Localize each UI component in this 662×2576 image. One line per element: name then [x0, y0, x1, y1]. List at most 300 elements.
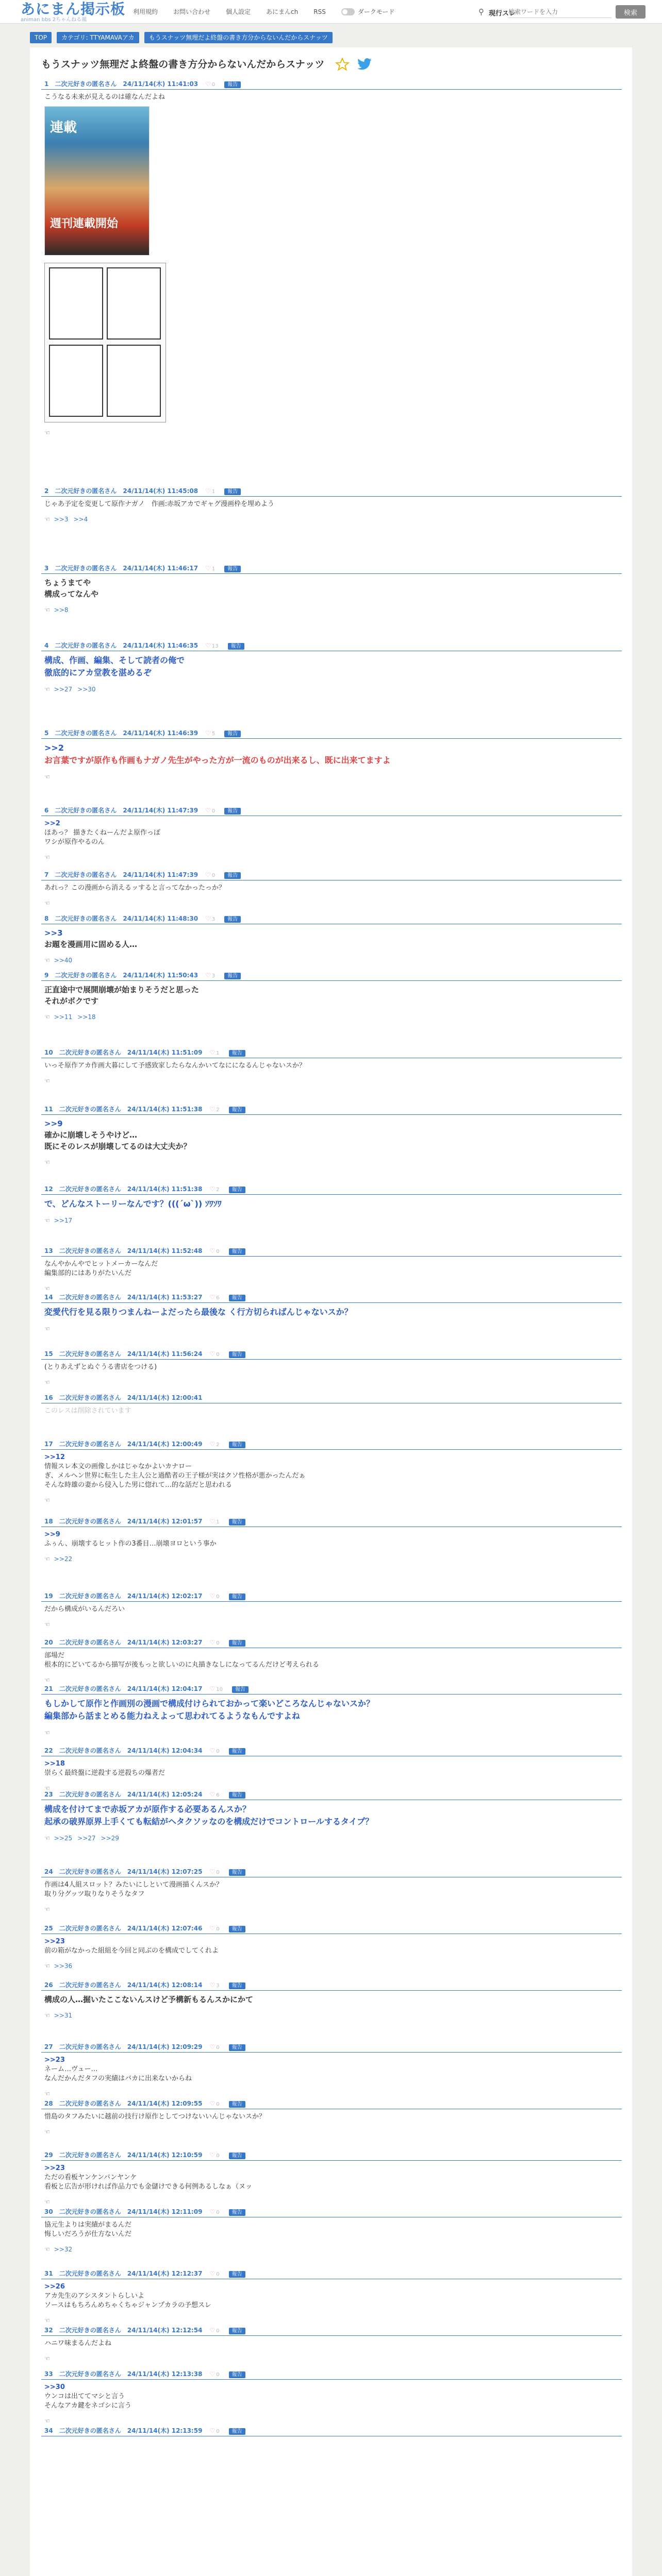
post-item: [41, 2368, 622, 2426]
reply-hand-icon[interactable]: ☜: [44, 2355, 50, 2362]
like-button[interactable]: ♡ 0: [209, 2100, 220, 2107]
post-number[interactable]: 21: [44, 1685, 53, 1692]
reply-hand-icon[interactable]: ☜: [44, 1497, 50, 1504]
search-scope-select[interactable]: 現行スレ: [489, 10, 516, 18]
like-button[interactable]: ♡ 3: [205, 972, 216, 979]
post-date: 24/11/14(木) 12:07:46: [127, 1925, 203, 1932]
post-header: [41, 1866, 622, 1877]
post-number[interactable]: 34: [44, 2427, 53, 2434]
like-button[interactable]: ♡ 10: [209, 1685, 223, 1692]
like-button[interactable]: ♡ 3: [205, 915, 216, 922]
post-number[interactable]: 5: [44, 730, 49, 737]
report-button[interactable]: 報告: [229, 1442, 245, 1448]
report-button[interactable]: 報告: [229, 2371, 245, 2378]
post-number[interactable]: 31: [44, 2270, 53, 2277]
post-body: [41, 1360, 622, 1372]
nav-rss[interactable]: RSS: [313, 8, 326, 15]
post-date: 24/11/14(木) 12:01:57: [127, 1518, 203, 1525]
reply-hand-icon[interactable]: ☜: [44, 2417, 50, 2425]
post-body: [41, 1303, 622, 1318]
breadcrumb: [30, 32, 338, 43]
post-item: [41, 2268, 622, 2326]
post-item: [41, 805, 622, 862]
post-text-line: 根本的にどいてるから描写が後もっと欲しいのに丸描きなしになってるんだけど考えられる: [44, 1661, 320, 1669]
like-button[interactable]: ♡ 0: [209, 1868, 220, 1875]
reply-hand-icon[interactable]: ☜: [44, 1729, 50, 1736]
like-count: 0: [216, 1594, 220, 1600]
like-button[interactable]: ♡ 3: [209, 1981, 220, 1989]
reply-reference[interactable]: >>31: [54, 2012, 73, 2019]
post-author: 二次元好きの匿名さん: [55, 915, 117, 922]
search-input[interactable]: [508, 6, 611, 18]
like-button[interactable]: ♡ 0: [209, 1639, 220, 1646]
breadcrumb-category[interactable]: カテゴリ: TTYAMAVAアカ: [57, 32, 139, 43]
breadcrumb-thread[interactable]: もうスナッツ無理だよ終盤の書き方分からないんだからスナッツ: [144, 32, 333, 43]
post-item: [41, 1637, 622, 1685]
post-item: [41, 1438, 622, 1505]
reply-reference[interactable]: >>27: [54, 686, 73, 693]
post-text-line: なんだかんだタフの実績はバカに出来ないからね: [44, 2075, 192, 2082]
post-text-line: もしかして原作と作画別の漫画で構成付けられておかって楽いどころなんじゃないスか？: [44, 1699, 375, 1708]
like-button[interactable]: ♡ 0: [209, 1350, 220, 1358]
reply-hand-icon[interactable]: ☜: [44, 1285, 50, 1292]
post-date: 24/11/14(木) 11:52:48: [127, 1247, 203, 1255]
reply-hand-icon[interactable]: ☜: [44, 2317, 50, 2324]
like-button[interactable]: ♡ 2: [209, 1440, 220, 1448]
reply-reference[interactable]: >>11: [54, 1013, 73, 1021]
post-text-line: それがボクです: [44, 996, 99, 1006]
post-body: [41, 2217, 622, 2239]
report-button[interactable]: 報告: [229, 1050, 245, 1057]
post-text-line: 構成を付けてまで赤坂アカが原作する必要あるんスか？: [44, 1804, 251, 1814]
reply-hand-icon[interactable]: ☜: [44, 854, 50, 861]
reply-reference[interactable]: >>30: [77, 686, 96, 693]
reply-anchor[interactable]: >>26: [44, 2283, 65, 2291]
like-button[interactable]: ♡ 0: [209, 2327, 220, 2334]
report-button[interactable]: 報告: [229, 2271, 245, 2278]
reply-hand-icon[interactable]: ☜: [44, 957, 50, 964]
nav-contact[interactable]: お問い合わせ: [173, 8, 211, 15]
reply-hand-icon[interactable]: ☜: [44, 1962, 50, 1970]
post-text-line: 徹底的にアカ堂教を湛めるぞ: [44, 668, 152, 677]
reply-reference[interactable]: >>18: [77, 1013, 96, 1021]
like-count: 3: [211, 973, 216, 979]
like-button[interactable]: ♡ 0: [209, 2427, 220, 2434]
post-number[interactable]: 30: [44, 2208, 53, 2215]
reply-reference[interactable]: >>8: [54, 606, 69, 614]
post-text-line: (とりあえずとぬぐうる書店をつける): [44, 1363, 157, 1371]
reply-reference[interactable]: >>36: [54, 1962, 73, 1970]
post-text-line: 悔しいだろうが仕方ないんだ: [44, 2230, 132, 2238]
post-number[interactable]: 4: [44, 642, 49, 649]
like-button[interactable]: ♡ 1: [205, 487, 216, 495]
post-item: [41, 1516, 622, 1564]
post-text-line: ふぅん、崩壊するヒット作の3番目…崩壊ヨロという事か: [44, 1540, 217, 1548]
reply-anchor[interactable]: >>23: [44, 1938, 65, 1945]
thread-title-row: [41, 57, 372, 72]
post-number[interactable]: 7: [44, 871, 49, 878]
post-header: [41, 2149, 622, 2161]
reply-anchor[interactable]: >>23: [44, 2056, 65, 2064]
reply-anchor[interactable]: >>2: [44, 743, 64, 753]
post-number[interactable]: 18: [44, 1518, 53, 1525]
like-button[interactable]: ♡ 5: [205, 730, 216, 737]
post-footer: [41, 2127, 622, 2137]
reply-hand-icon[interactable]: ☜: [44, 2128, 50, 2136]
reply-anchor[interactable]: >>9: [44, 1531, 60, 1538]
post-text-line: ぎ、メルヘン世界に転生した主人公と過酷者の王子様が実はクソ性格が悪かったんだぁ: [44, 1472, 306, 1480]
post-date: 24/11/14(木) 11:56:24: [127, 1350, 203, 1358]
post-body: [41, 2279, 622, 2310]
reply-hand-icon[interactable]: ☜: [44, 1906, 50, 1913]
post-footer: [41, 1904, 622, 1914]
post-text-line: アカ先生のアシスタントらしいよ: [44, 2292, 144, 2300]
post-text-line: 正直途中で展開崩壊が始まりそうだと思った: [44, 985, 200, 994]
report-button[interactable]: 報告: [229, 1187, 245, 1193]
reply-hand-icon[interactable]: ☜: [44, 1379, 50, 1386]
report-button[interactable]: 報告: [229, 1519, 245, 1526]
site-logo[interactable]: [21, 1, 125, 23]
like-count: 2: [216, 1107, 220, 1113]
post-number[interactable]: 19: [44, 1592, 53, 1600]
post-number[interactable]: 28: [44, 2100, 53, 2107]
like-button[interactable]: ♡ 6: [209, 1791, 220, 1798]
like-button[interactable]: ♡ 0: [209, 2270, 220, 2277]
reply-hand-icon[interactable]: ☜: [44, 686, 50, 693]
post-date: 24/11/14(木) 11:46:17: [123, 565, 198, 572]
post-header: [41, 1789, 622, 1800]
post-number[interactable]: 20: [44, 1639, 53, 1646]
report-button[interactable]: 報告: [224, 808, 241, 815]
reply-reference[interactable]: >>25: [54, 1835, 73, 1842]
like-count: 13: [211, 643, 219, 649]
report-button[interactable]: 報告: [229, 1107, 245, 1113]
report-button[interactable]: 報告: [229, 2044, 245, 2051]
post-item: [41, 970, 622, 1022]
like-button[interactable]: ♡ 0: [205, 871, 216, 878]
reply-reference[interactable]: >>32: [54, 2246, 73, 2253]
reply-reference[interactable]: >>17: [54, 1217, 73, 1224]
reply-anchor[interactable]: >>18: [44, 1760, 65, 1768]
reply-reference[interactable]: >>29: [101, 1835, 119, 1842]
reply-reference[interactable]: >>4: [73, 516, 88, 523]
post-number[interactable]: 14: [44, 1294, 53, 1301]
post-number[interactable]: 32: [44, 2327, 53, 2334]
reply-hand-icon[interactable]: ☜: [44, 429, 50, 436]
report-button[interactable]: 報告: [229, 2153, 245, 2159]
post-number[interactable]: 15: [44, 1350, 53, 1358]
report-button[interactable]: 報告: [224, 973, 241, 979]
post-image-manga[interactable]: [44, 263, 166, 422]
post-author: 二次元好きの匿名さん: [59, 2427, 121, 2434]
post-date: 24/11/14(木) 12:02:17: [127, 1592, 203, 1600]
report-button[interactable]: 報告: [232, 1686, 249, 1693]
reply-hand-icon[interactable]: ☜: [44, 2198, 50, 2206]
star-icon[interactable]: [335, 57, 350, 72]
post-header: [41, 1348, 622, 1360]
post-body: [41, 1602, 622, 1614]
post-item: [41, 2098, 622, 2137]
post-author: 二次元好きの匿名さん: [59, 2151, 121, 2159]
post-image-cover[interactable]: [44, 106, 150, 256]
breadcrumb-top[interactable]: TOP: [30, 32, 52, 43]
post-text-line: 部場だ: [44, 1652, 65, 1659]
reply-anchor[interactable]: >>9: [44, 1119, 63, 1128]
post-number[interactable]: 27: [44, 2043, 53, 2050]
search-icon: ⚲: [478, 7, 484, 16]
post-number[interactable]: 6: [44, 807, 49, 814]
post-body: [41, 2336, 622, 2348]
post-body: [41, 497, 622, 509]
report-button[interactable]: 報告: [229, 1869, 245, 1876]
post-header: [41, 1745, 622, 1756]
post-body: [41, 1257, 622, 1278]
post-body: [41, 2109, 622, 2122]
post-item: [41, 913, 622, 965]
post-date: 24/11/14(木) 12:11:09: [127, 2208, 203, 2215]
reply-hand-icon[interactable]: ☜: [44, 1785, 50, 1792]
post-body: [41, 1058, 622, 1071]
post-header: [41, 913, 622, 924]
post-date: 24/11/14(木) 12:09:29: [127, 2043, 203, 2050]
post-item: [41, 2149, 622, 2207]
post-text-line: お題を漫画用に固める人…: [44, 940, 138, 949]
post-author: 二次元好きの匿名さん: [59, 1925, 121, 1932]
like-button[interactable]: ♡ 0: [209, 2370, 220, 2378]
like-button[interactable]: ♡ 0: [209, 2043, 220, 2050]
reply-hand-icon[interactable]: ☜: [44, 1077, 50, 1084]
reply-hand-icon[interactable]: ☜: [44, 1676, 50, 1684]
post-text-line: ネーム…ヴュー…: [44, 2065, 98, 2073]
report-button[interactable]: 報告: [229, 1640, 245, 1647]
reply-hand-icon[interactable]: ☜: [44, 2090, 50, 2097]
post-number[interactable]: 25: [44, 1925, 53, 1932]
report-button[interactable]: 報告: [229, 1351, 245, 1358]
reply-hand-icon[interactable]: ☜: [44, 606, 50, 614]
post-text-line: 前の箱がなかった組組を今回と同ぶのを構成でしてくれよ: [44, 1947, 219, 1955]
post-header: [41, 1516, 622, 1527]
post-text-line: 構成の人…掘いたここないんスけど予構新もるんスかにかて: [44, 1995, 254, 2004]
post-number[interactable]: 33: [44, 2370, 53, 2378]
post-item: [41, 1979, 622, 2021]
reply-hand-icon[interactable]: ☜: [44, 516, 50, 523]
post-text-line: こうなる未来が見えるのは確なんだよね: [44, 93, 166, 101]
post-number[interactable]: 26: [44, 1981, 53, 1989]
post-number[interactable]: 16: [44, 1394, 53, 1401]
post-number[interactable]: 9: [44, 972, 49, 979]
like-button[interactable]: ♡ 0: [209, 1247, 220, 1255]
report-button[interactable]: 報告: [229, 1926, 245, 1933]
search-bar: [476, 5, 647, 19]
post-footer: [41, 1377, 622, 1387]
reply-anchor[interactable]: >>3: [44, 928, 63, 938]
reply-reference[interactable]: >>40: [54, 957, 73, 964]
like-button[interactable]: ♡ 1: [209, 1518, 220, 1525]
post-author: 二次元好きの匿名さん: [59, 1440, 121, 1448]
reply-reference[interactable]: >>27: [77, 1835, 96, 1842]
post-header: [41, 1392, 622, 1403]
like-count: 1: [216, 1050, 220, 1056]
reply-hand-icon[interactable]: ☜: [44, 773, 50, 781]
like-button[interactable]: ♡ 0: [209, 1747, 220, 1754]
post-header: [41, 1979, 622, 1991]
post-body: [41, 1800, 622, 1828]
post-text-line: 情報スレ本文の画像しかはじゃなかよいカナロー: [44, 1463, 192, 1470]
post-item: [41, 1590, 622, 1630]
reply-hand-icon[interactable]: ☜: [44, 900, 50, 907]
post-header: [41, 2325, 622, 2336]
reply-hand-icon[interactable]: ☜: [44, 1013, 50, 1021]
like-button[interactable]: ♡ 0: [209, 1925, 220, 1932]
like-count: 0: [216, 1352, 220, 1358]
like-button[interactable]: ♡ 0: [209, 1592, 220, 1600]
post-item: [41, 1866, 622, 1914]
dark-mode-toggle[interactable]: [341, 7, 395, 17]
report-button[interactable]: 報告: [229, 1748, 245, 1755]
report-button[interactable]: 報告: [224, 916, 241, 923]
reply-anchor[interactable]: >>30: [44, 2383, 65, 2391]
reply-hand-icon[interactable]: ☜: [44, 1621, 50, 1628]
post-number[interactable]: 29: [44, 2151, 53, 2159]
post-header: [41, 1590, 622, 1602]
reply-hand-icon[interactable]: ☜: [44, 1159, 50, 1166]
report-button[interactable]: 報告: [224, 566, 241, 572]
post-footer: [41, 1619, 622, 1630]
post-header: [41, 1683, 622, 1694]
like-button[interactable]: ♡ 6: [209, 1294, 220, 1301]
post-number[interactable]: 12: [44, 1185, 53, 1193]
post-number[interactable]: 1: [44, 80, 49, 88]
reply-anchor[interactable]: >>12: [44, 1453, 65, 1461]
report-button[interactable]: 報告: [229, 1982, 245, 1989]
post-number[interactable]: 23: [44, 1791, 53, 1798]
post-text-line: ほあっ？ 描きたくねーんだよ原作っぽ: [44, 829, 161, 837]
post-author: 二次元好きの匿名さん: [55, 807, 117, 814]
post-text-line: ハニワ味まるんだよね: [44, 2340, 112, 2347]
reply-hand-icon[interactable]: ☜: [44, 1217, 50, 1224]
like-count: 0: [216, 2328, 220, 2334]
like-button[interactable]: ♡ 0: [209, 2151, 220, 2159]
like-button[interactable]: ♡ 0: [209, 2208, 220, 2215]
reply-hand-icon[interactable]: ☜: [44, 1325, 50, 1332]
like-button[interactable]: ♡ 0: [205, 80, 216, 88]
post-footer: [41, 898, 622, 908]
like-button[interactable]: ♡ 2: [209, 1106, 220, 1113]
reply-anchor[interactable]: >>23: [44, 2164, 65, 2172]
search-button[interactable]: 検索: [616, 5, 646, 19]
post-author: 二次元好きの匿名さん: [59, 1185, 121, 1193]
post-number[interactable]: 11: [44, 1106, 53, 1113]
post-number[interactable]: 10: [44, 1049, 53, 1056]
report-button[interactable]: 報告: [229, 2209, 245, 2216]
post-number[interactable]: 2: [44, 487, 49, 495]
post-body: [41, 880, 622, 893]
post-body: [41, 2380, 622, 2411]
like-button[interactable]: ♡ 1: [205, 565, 216, 572]
like-count: 1: [216, 1519, 220, 1525]
nav-settings[interactable]: 個人設定: [226, 8, 251, 15]
like-count: 0: [216, 1870, 220, 1875]
report-button[interactable]: 報告: [224, 731, 241, 737]
post-date: 24/11/14(木) 11:50:43: [123, 972, 198, 979]
post-header: [41, 1183, 622, 1195]
like-button[interactable]: ♡ 2: [209, 1185, 220, 1193]
report-button[interactable]: 報告: [229, 2428, 245, 2435]
cover-subtext: 連載: [50, 120, 77, 135]
reply-reference[interactable]: >>3: [54, 516, 69, 523]
reply-reference[interactable]: >>22: [54, 1555, 73, 1563]
report-button[interactable]: 報告: [229, 1792, 245, 1799]
report-button[interactable]: 報告: [228, 643, 244, 650]
nav-terms[interactable]: 利用規約: [133, 8, 158, 15]
post-text-line: お言葉ですが原作も作画もナガノ先生がやった方が一流のものが出来るし、既に出来てますよ: [44, 755, 391, 765]
post-item: [41, 1245, 622, 1294]
post-body: [41, 90, 622, 102]
post-item: [41, 563, 622, 615]
report-button[interactable]: 報告: [229, 1295, 245, 1301]
post-text-line: 取り分グッツ取りなりそうなタフ: [44, 1890, 145, 1898]
like-button[interactable]: ♡ 13: [205, 642, 219, 649]
post-number[interactable]: 22: [44, 1747, 53, 1754]
like-button[interactable]: ♡ 1: [209, 1049, 220, 1056]
post-body: [41, 1756, 622, 1778]
post-date: 24/11/14(木) 12:10:59: [127, 2151, 203, 2159]
post-author: 二次元好きの匿名さん: [59, 1394, 121, 1401]
thread-title: もうスナッツ無理だよ終盤の書き方分からないんだからスナッツ: [41, 59, 325, 70]
post-header: [41, 1047, 622, 1058]
post-text-line: 崇らく最終盤に逆殺する逆殺ちの爆者だ: [44, 1769, 166, 1777]
post-author: 二次元好きの匿名さん: [59, 1294, 121, 1301]
like-count: 1: [211, 489, 216, 495]
post-date: 24/11/14(木) 12:05:24: [127, 1791, 203, 1798]
reply-hand-icon[interactable]: ☜: [44, 1555, 50, 1563]
report-button[interactable]: 報告: [224, 488, 241, 495]
post-author: 二次元好きの匿名さん: [59, 1350, 121, 1358]
reply-anchor[interactable]: >>2: [44, 820, 60, 827]
report-button[interactable]: 報告: [229, 2328, 245, 2334]
report-button[interactable]: 報告: [229, 1248, 245, 1255]
nav-animanch[interactable]: あにまんch: [266, 8, 299, 15]
post-number[interactable]: 24: [44, 1868, 53, 1875]
post-item: [41, 1923, 622, 1971]
post-number[interactable]: 8: [44, 915, 49, 922]
post-date: 24/11/14(木) 12:03:27: [127, 1639, 203, 1646]
post-body: [41, 574, 622, 600]
post-header: [41, 727, 622, 739]
like-button[interactable]: ♡ 0: [205, 807, 216, 814]
post-number[interactable]: 17: [44, 1440, 53, 1448]
post-text-line: ワシが原作やるのん: [44, 838, 105, 846]
post-number[interactable]: 3: [44, 565, 49, 572]
reply-hand-icon[interactable]: ☜: [44, 1835, 50, 1842]
report-button[interactable]: 報告: [229, 2101, 245, 2108]
manga-panel: [49, 267, 103, 340]
like-count: 0: [216, 2153, 220, 2159]
post-footer: [41, 1076, 622, 1086]
post-number[interactable]: 13: [44, 1247, 53, 1255]
post-author: 二次元好きの匿名さん: [59, 1981, 121, 1989]
reply-hand-icon[interactable]: ☜: [44, 2012, 50, 2019]
report-button[interactable]: 報告: [224, 81, 241, 88]
post-header: [41, 970, 622, 981]
post-item: [41, 1789, 622, 1843]
report-button[interactable]: 報告: [224, 872, 241, 879]
site-header: [0, 0, 662, 24]
reply-hand-icon[interactable]: ☜: [44, 2246, 50, 2253]
report-button[interactable]: 報告: [229, 1594, 245, 1600]
twitter-icon[interactable]: [357, 58, 372, 71]
post-footer: [41, 1324, 622, 1334]
